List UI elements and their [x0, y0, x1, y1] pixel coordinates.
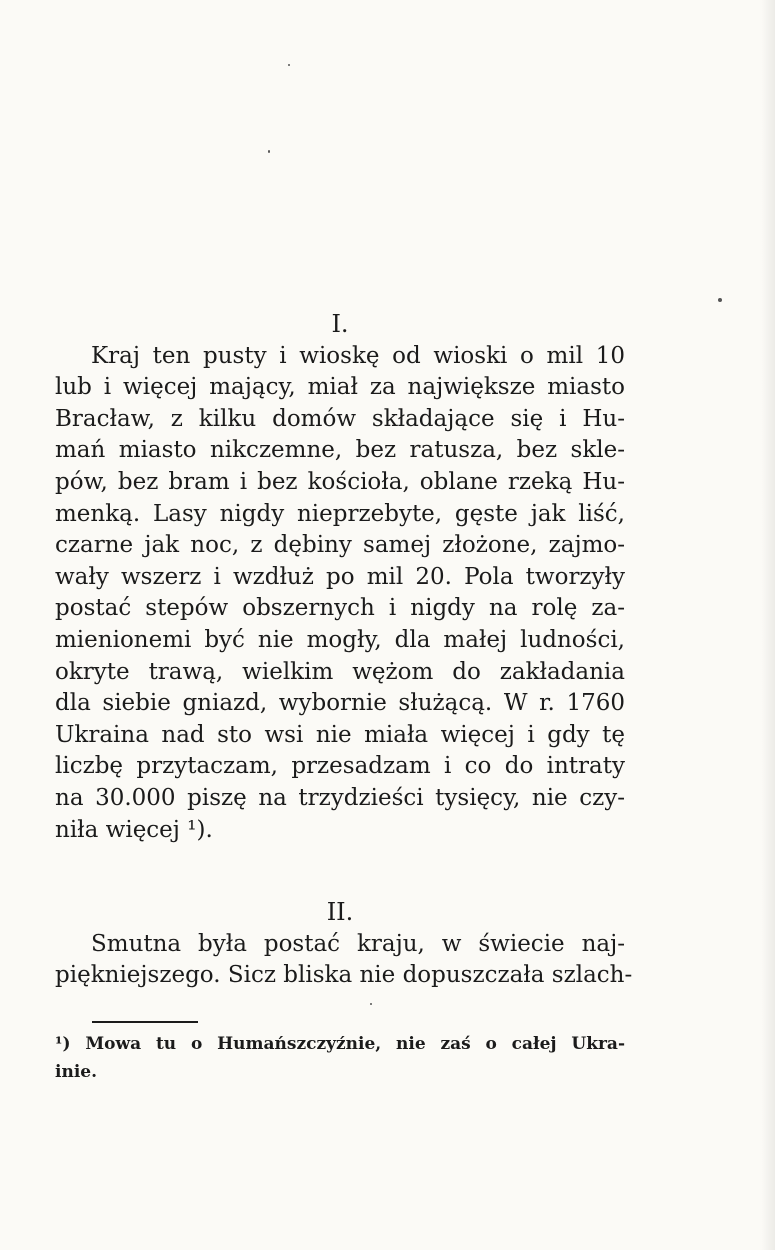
text-line: lub i więcej mający, miał za największe miasto: [55, 374, 625, 401]
text-line: dla siebie gniazd, wybornie służącą. W r. 1760: [55, 690, 625, 717]
footnote-line-last: inie.: [55, 1062, 98, 1082]
footnote-marker: ¹): [55, 1034, 71, 1054]
section-heading-1: I.: [331, 310, 349, 338]
paper-speck: [718, 298, 722, 302]
text-line: liczbę przytaczam, przesadzam i co do intraty: [55, 753, 625, 780]
last-line-text: niła więcej: [55, 816, 180, 843]
footnote-divider: [92, 1021, 198, 1023]
section-one: [55, 309, 625, 846]
text-line: piękniejszego. Sicz bliska nie dopuszczała szlach-: [55, 962, 633, 989]
text-line: mań miasto nikczemne, bez ratusza, bez skle-: [55, 437, 625, 464]
text-line: menką. Lasy nigdy nieprzebyte, gęste jak liść,: [55, 500, 625, 527]
text-line: okryte trawą, wielkim wężom do zakładania: [55, 658, 625, 685]
text-line: Ukraina nad sto wsi nie miała więcej i gdy tę: [55, 721, 625, 748]
paper-speck: [268, 150, 270, 153]
text-line: Smutna była postać kraju, w świecie naj-: [91, 930, 625, 957]
paper-speck: [288, 64, 290, 66]
text-line-last: [55, 815, 625, 847]
text-line: Kraj ten pusty i wioskę od wioski o mil 10: [91, 342, 625, 369]
text-line: mienionemi być nie mogły, dla małej ludności,: [55, 626, 625, 653]
text-line: na 30.000 piszę na trzydzieści tysięcy, nie czy-: [55, 784, 625, 811]
page-edge-shadow: [761, 0, 775, 1250]
text-line: postać stepów obszernych i nigdy na rolę za-: [55, 595, 625, 622]
section-two: [55, 897, 633, 992]
paper-speck: [370, 1003, 372, 1005]
footnote: [55, 1030, 625, 1086]
footnote-text: Mowa tu o Humańszczyźnie, nie zaś o całej Ukra-: [85, 1034, 626, 1054]
text-line: pów, bez bram i bez kościoła, oblane rzeką Hu-: [55, 468, 625, 495]
section-heading-2: II.: [326, 898, 354, 926]
footnote-reference: ¹).: [187, 816, 213, 843]
text-line: wały wszerz i wzdłuż po mil 20. Pola tworzyły: [55, 563, 625, 590]
text-line: czarne jak noc, z dębiny samej złożone, zajmo-: [55, 532, 625, 559]
text-line: Bracław, z kilku domów składające się i Hu-: [55, 405, 625, 432]
footnote-line: [55, 1030, 625, 1058]
